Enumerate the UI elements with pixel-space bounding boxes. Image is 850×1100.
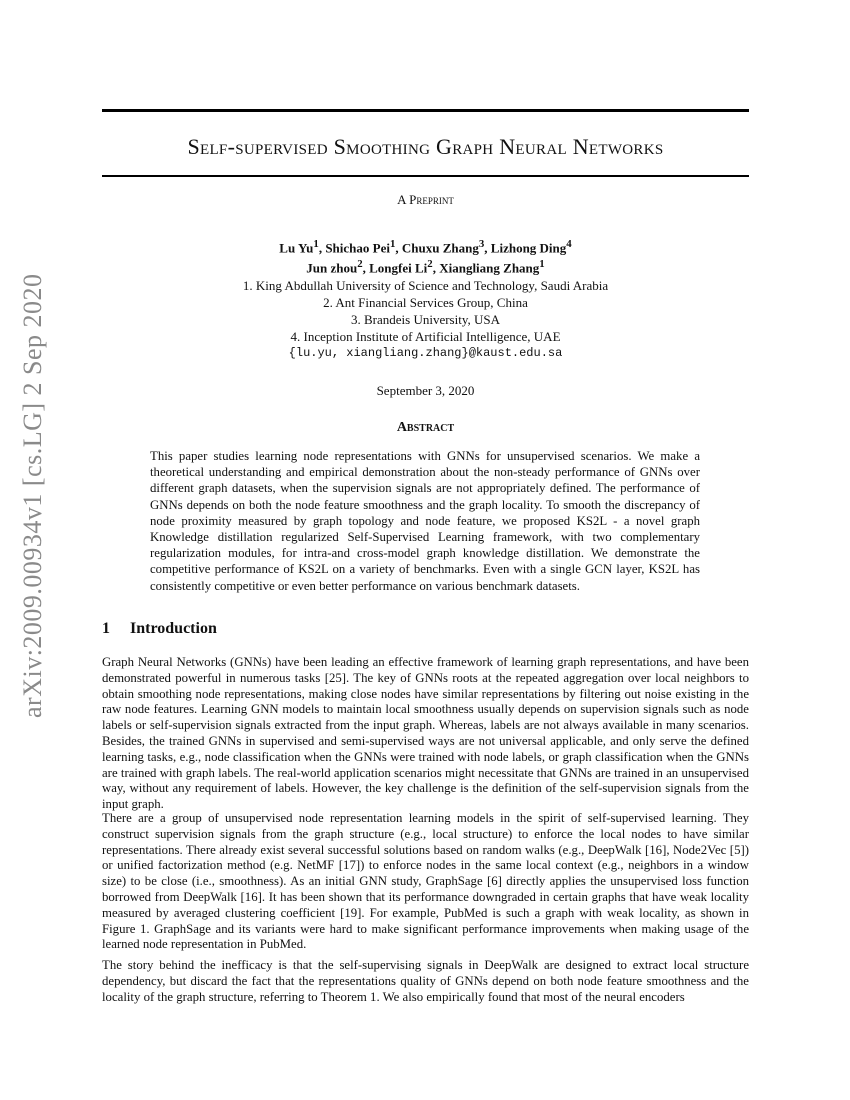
author-name: Jun zhou: [306, 260, 358, 276]
author-affiliation-mark: 1: [389, 238, 396, 250]
author-affiliation-mark: 3: [478, 238, 485, 250]
arxiv-sidebar-stamp: arXiv:2009.00934v1 [cs.LG] 2 Sep 2020: [18, 273, 47, 718]
author-name: Chuxu Zhang: [401, 240, 479, 256]
intro-paragraph-1: Graph Neural Networks (GNNs) have been leading an effective framework of learning graph representations, and have been demonstrated powerful in numerous tasks [25]. The key of GNNs roots at the repeated aggregation over local neighbors to obtain smoothing node representations, making close nodes have similar representations by filtering out noise existing in the raw node features. Learning GNN models to maintain local smoothness usually depends on supervision signals such as node labels or self-supervision signals extracted from the input graph. Whereas, labels are not always available in many scenarios. Besides, the trained GNNs in supervised and semi-supervised ways are not universal applicable, and only serve the defined learning tasks, e.g., node classification when the GNNs were trained with node labels, or graph classification when the GNNs are trained with graph labels. The real-world application scenarios might necessitate that GNNs are trained in an unsupervised way, without any requirement of labels. However, the key challenge is the definition of the self-supervision signals from the input graph.: [102, 655, 749, 812]
author-line-2: Jun zhou$^2$, Longfei Li$^2$, Xiangliang Zhang$^1$: [306, 258, 545, 276]
paper-title: Self-supervised Smoothing Graph Neural Networks: [187, 134, 664, 159]
author-email: {lu.yu, xiangliang.zhang}@kaust.edu.sa: [288, 345, 563, 360]
author-block: [102, 236, 749, 362]
affiliation: 3. Brandeis University, USA: [350, 311, 500, 327]
section-heading-introduction: [102, 620, 217, 638]
intro-paragraph-2: There are a group of unsupervised node representation learning models in the spirit of self-supervised learning. They construct supervision signals from the graph structure (e.g., local structure) to enforce the local nodes to have similar representations. There already exist several successful solutions based on random walks (e.g., DeepWalk [16], Node2Vec [5]) or unified factorization method (e.g. NetMF [17]) to enforce nodes in the same local context (e.g., neighbors in a window size) to be close (i.e., smoothness). As an initial GNN study, GraphSage [6] directly applies the unsupervised loss function borrowed from DeepWalk [16]. It has been shown that its performance downgraded in certain graphs that have weak locality measured by averaged clustering coefficient [19]. For example, PubMed is such a graph with weak locality, as shown in Figure 1. GraphSage and its variants were hard to make significant performance improvements when making usage of the learned node representation in PubMed.: [102, 811, 749, 952]
author-name: Xiangliang Zhang: [439, 260, 540, 276]
title-bottom-rule: [102, 175, 749, 177]
author-affiliation-mark: 1: [313, 238, 319, 250]
preprint-label: A Preprint: [397, 192, 454, 207]
section-number: 1: [102, 620, 110, 637]
affiliation: 4. Inception Institute of Artificial Intelligence, UAE: [290, 328, 561, 344]
section-title: Introduction: [130, 620, 217, 637]
author-affiliation-mark: 4: [566, 238, 572, 250]
author-name: Longfei Li: [369, 260, 428, 276]
author-name: Shichao Pei: [325, 240, 390, 256]
affiliation: 1. King Abdullah University of Science and Technology, Saudi Arabia: [242, 277, 609, 293]
author-affiliation-mark: 2: [357, 258, 363, 271]
abstract-text: This paper studies learning node representations with GNNs for unsupervised scenarios. We make a theoretical understanding and empirical demonstration about the non-steady performance of GNNs over different graph datasets, when the supervision signals are not appropriately defined. The performance of GNNs depends on both the node feature smoothness and the graph locality. To smooth the discrepancy of node proximity measured by graph topology and node feature, we proposed KS2L - a novel graph Knowledge distillation regularized Self-Supervised Learning framework, with two complementary regularization modules, for intra-and cross-model graph knowledge distillation. We demonstrate the competitive performance of KS2L on a variety of benchmarks. Even with a single GCN layer, KS2L has consistently competitive or even better performance on various benchmark datasets.: [150, 449, 700, 593]
intro-paragraph-3: The story behind the inefficacy is that the self-supervising signals in DeepWalk are designed to extract local structure dependency, but discard the fact that the representations quality of GNNs depend on both node feature smoothness and the locality of the graph structure, referring to Theorem 1. We also empirically found that most of the neural encoders: [102, 958, 749, 1004]
author-name: Lu Yu: [279, 240, 314, 256]
author-affiliation-mark: 1: [539, 258, 545, 271]
author-name: Lizhong Ding: [490, 240, 567, 256]
author-affiliation-mark: 2: [427, 258, 433, 271]
author-line-1: Lu Yu$^1$, Shichao Pei$^1$, Chuxu Zhang$^3$, Lizhong Ding$^4$: [279, 238, 572, 256]
title-top-rule: [102, 109, 749, 112]
abstract-heading: Abstract: [396, 420, 455, 435]
affiliation: 2. Ant Financial Services Group, China: [323, 294, 528, 310]
publication-date: September 3, 2020: [376, 383, 475, 398]
